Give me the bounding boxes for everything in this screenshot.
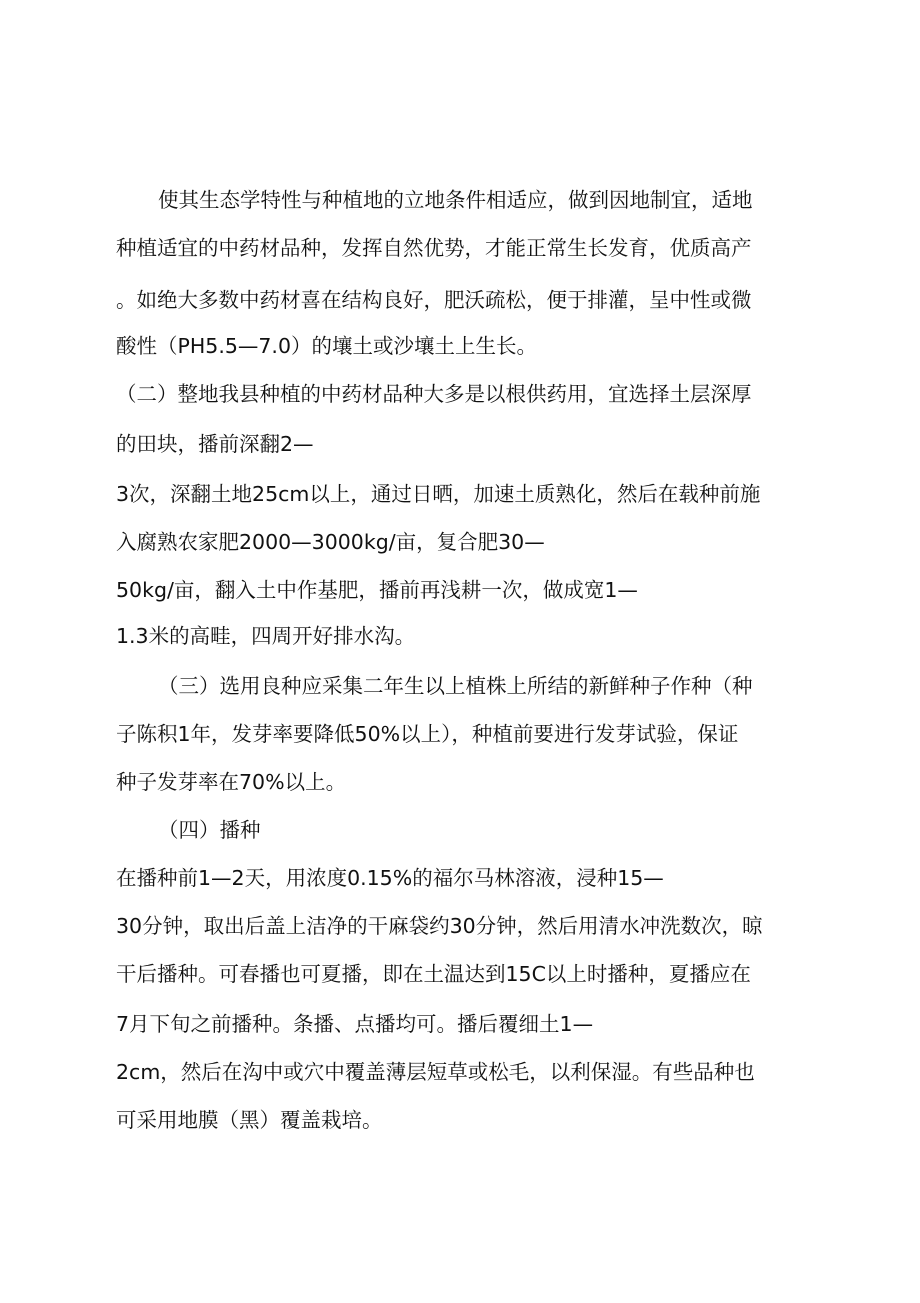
paragraph-line: 7月下旬之前播种。条播、点播均可。播后覆细土1— — [116, 1012, 594, 1036]
paragraph-line: 使其生态学特性与种植地的立地条件相适应，做到因地制宜，适地 — [158, 188, 753, 212]
paragraph-line: 1.3米的高畦，四周开好排水沟。 — [116, 624, 416, 648]
paragraph-line: 种子发芽率在70%以上。 — [116, 770, 347, 794]
paragraph-line: 干后播种。可春播也可夏播，即在土温达到15C以上时播种，夏播应在 — [116, 962, 751, 986]
paragraph-line: （三）选用良种应采集二年生以上植株上所结的新鲜种子作种（种 — [158, 674, 753, 698]
section-heading: （四）播种 — [158, 818, 261, 842]
paragraph-line: 种植适宜的中药材品种，发挥自然优势，才能正常生长发育，优质高产 — [116, 236, 752, 260]
paragraph-line: 酸性（PH5.5—7.0）的壤土或沙壤土上生长。 — [116, 334, 537, 358]
paragraph-line: 在播种前1—2天，用浓度0.15%的福尔马林溶液，浸种15— — [116, 866, 664, 890]
paragraph-line: 3次，深翻土地25cm以上，通过日晒，加速土质熟化，然后在载种前施 — [116, 482, 761, 506]
paragraph-line: 可采用地膜（黑）覆盖栽培。 — [116, 1108, 383, 1132]
paragraph-line: （二）整地我县种植的中药材品种大多是以根供药用，宜选择土层深厚 — [116, 382, 752, 406]
paragraph-line: 入腐熟农家肥2000—3000kg/亩，复合肥30— — [116, 530, 545, 554]
paragraph-line: 子陈积1年，发芽率要降低50%以上），种植前要进行发芽试验，保证 — [116, 722, 739, 746]
paragraph-line: 2cm，然后在沟中或穴中覆盖薄层短草或松毛，以利保湿。有些品种也 — [116, 1060, 755, 1084]
paragraph-line: 的田块，播前深翻2— — [116, 432, 314, 456]
paragraph-line: 50kg/亩，翻入土中作基肥，播前再浅耕一次，做成宽1— — [116, 578, 638, 602]
paragraph-line: 30分钟，取出后盖上洁净的干麻袋约30分钟，然后用清水冲洗数次，晾 — [116, 914, 763, 938]
paragraph-line: 。如绝大多数中药材喜在结构良好，肥沃疏松，便于排灌，呈中性或微 — [116, 288, 752, 312]
